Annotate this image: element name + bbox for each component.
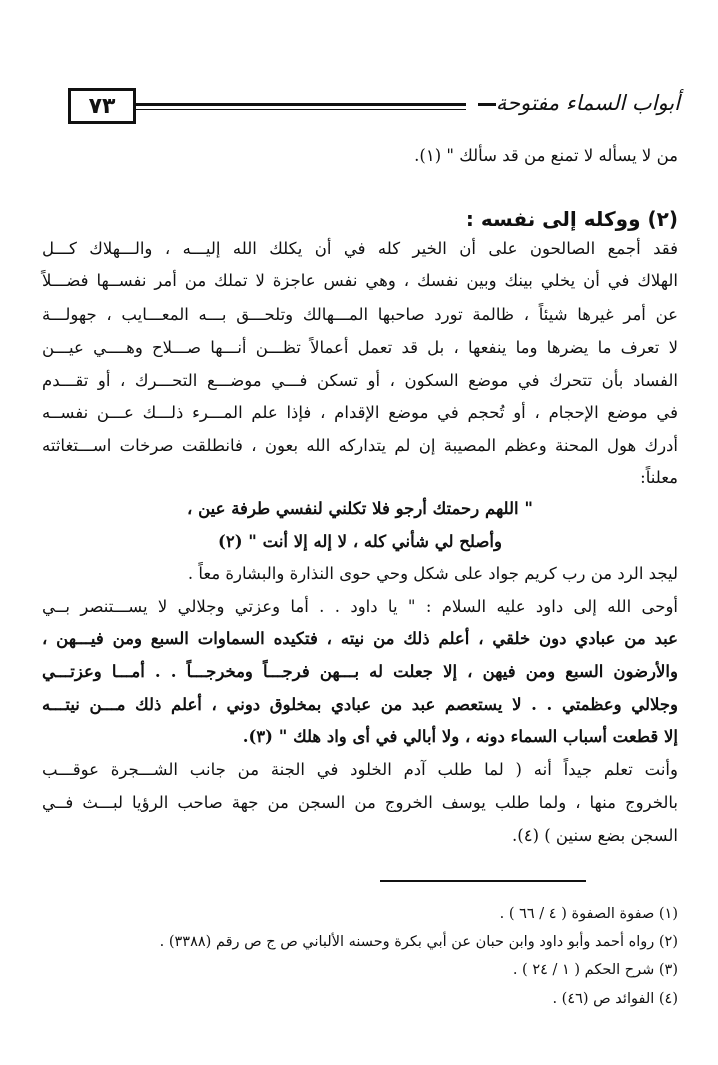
running-head-title	[466, 88, 680, 118]
header-dash	[478, 103, 496, 106]
text-line: لا تعرف ما يضرها وما ينفعها ، بل قد تعمل أعمالاً تظـــن أنـــها صـــلاح وهــــي عيـــن	[42, 338, 678, 357]
text-line: عن أمر غيرها شيئاً ، ظالمة تورد صاحبها المـــهالك وتلحـــق بـــه المعـــايب ، جهولـــة	[42, 305, 678, 324]
text-line: الهلاك في أن يخلي بينك وبين نفسك ، وهي نفس عاجزة لا تملك من أمر نفســها فضـــلاً	[42, 271, 678, 290]
text-line: السجن بضع سنين ) (٤).	[512, 826, 678, 845]
running-header	[68, 84, 680, 126]
footnote: (٤) الفوائد ص (٤٦) .	[552, 991, 678, 1007]
footnote: (٣) شرح الحكم ( ١ / ٢٤ ) .	[512, 962, 678, 978]
prayer-line: وأصلح لي شأني كله ، لا إله إلا أنت " (٢)	[218, 532, 502, 551]
footnote-separator	[380, 880, 586, 882]
footnote: (٢) رواه أحمد وأبو داود وابن حبان عن أبي بكرة وحسنه الألباني ص ج ص رقم (٣٣٨٨) .	[159, 934, 678, 950]
hadith-line: وجلالي وعظمتي . . لا يستعصم عبد من عبادي بمخلوق دوني ، أعلم ذلك مـــن نيتـــه	[42, 695, 678, 714]
hadith-line: عبد من عبادي دون خلقي ، أعلم ذلك من نيته ، فتكيده السماوات السبع ومن فيـــهن ،	[42, 629, 678, 648]
text-line: ليجد الرد من رب كريم جواد على شكل وحي حوى النذارة والبشارة معاً .	[187, 564, 678, 583]
text-line: فقد أجمع الصالحون على أن الخير كله في أن يكلك الله إليـــه ، والـــهلاك كـــل	[42, 239, 678, 258]
text-line: من لا يسأله لا تمنع من قد سألك " (١).	[414, 146, 678, 165]
footnote: (١) صفوة الصفوة ( ٤ / ٦٦ ) .	[499, 906, 678, 922]
running-head-text: أبواب السماء مفتوحة	[495, 91, 680, 115]
text-line: وأنت تعلم جيداً أنه ( لما طلب آدم الخلود في الجنة من جانب الشـــجرة عوقـــب	[42, 760, 678, 779]
text-line: في موضع الإحجام ، أو تُحجم في موضع الإقدام ، فإذا علم المـــرء ذلـــك عـــن نفســه	[42, 403, 678, 422]
section-heading: (٢) ووكله إلى نفسه :	[465, 207, 678, 231]
text-line: أوحى الله إلى داود عليه السلام : " يا داود . . أما وعزتي وجلالي لا يســـتنصر بــي	[42, 597, 678, 616]
text-line: معلناً:	[640, 468, 678, 487]
hadith-line: إلا قطعت أسباب السماء دونه ، ولا أبالي في أى واد هلك " (٣).	[242, 727, 678, 746]
page-number: ٧٣	[68, 88, 136, 124]
text-line: الفساد بأن تتحرك في موضع السكون ، أو تسكن فـــي موضـــع التحـــرك ، أو تقـــدم	[42, 371, 678, 390]
text-line: بالخروج منها ، ولما طلب يوسف الخروج من السجن من جهة صاحب الرؤيا لبـــث فــي	[42, 793, 678, 812]
hadith-line: والأرضون السبع ومن فيهن ، إلا جعلت له بـــهن فرجـــاً ومخرجـــاً . . أمـــا وعزتـــي	[42, 662, 678, 681]
prayer-line: " اللهم رحمتك أرجو فلا تكلني لنفسي طرفة عين ،	[187, 499, 533, 518]
text-line: أدرك هول المحنة وعظم المصيبة إن لم يتداركه الله بعون ، فانطلقت صرخات اســـتغاثته	[42, 436, 678, 455]
